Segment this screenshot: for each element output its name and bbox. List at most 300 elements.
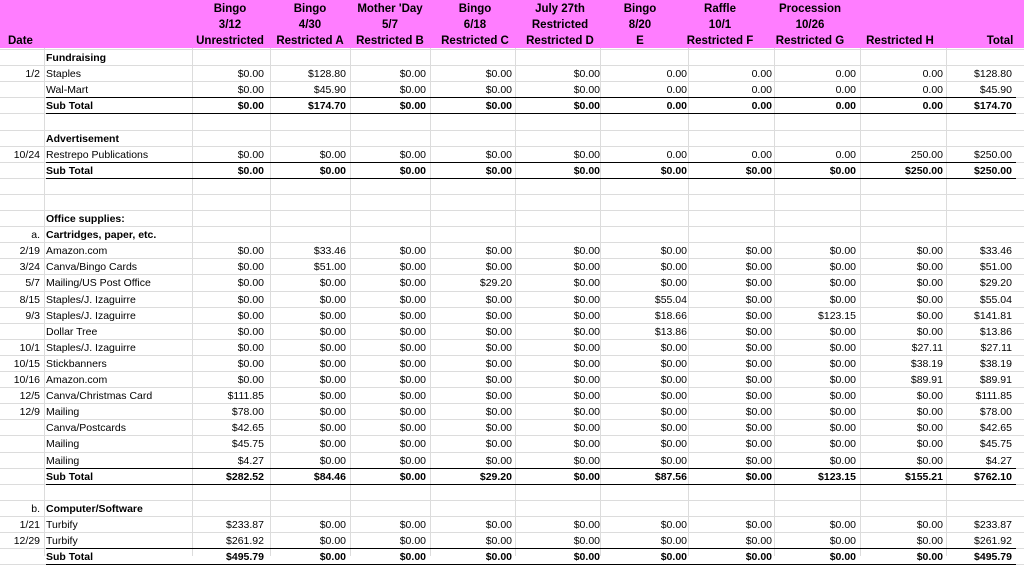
value-cell[interactable]: $0.00 xyxy=(916,261,943,274)
value-cell[interactable]: $27.11 xyxy=(980,341,1012,354)
value-cell[interactable]: $0.00 xyxy=(573,535,600,547)
value-cell[interactable]: $55.04 xyxy=(654,293,687,306)
date-cell[interactable]: 8/15 xyxy=(19,293,40,306)
value-cell[interactable]: $33.46 xyxy=(313,245,346,258)
value-cell[interactable]: $0.00 xyxy=(573,374,600,386)
value-cell[interactable]: $261.92 xyxy=(226,535,264,547)
value-cell[interactable]: $233.87 xyxy=(226,518,264,531)
date-cell[interactable]: 12/9 xyxy=(19,406,40,419)
value-cell[interactable]: $0.00 xyxy=(399,390,426,403)
value-cell[interactable]: 0.00 xyxy=(835,100,856,113)
value-cell[interactable]: $0.00 xyxy=(660,277,687,290)
value-cell[interactable]: $0.00 xyxy=(916,422,943,435)
header-cell[interactable] xyxy=(270,1,350,48)
value-cell[interactable]: 250.00 xyxy=(910,148,943,161)
value-cell[interactable]: $0.00 xyxy=(916,518,943,531)
value-cell[interactable]: $0.00 xyxy=(829,374,856,386)
value-cell[interactable]: $0.00 xyxy=(916,325,943,338)
description-cell[interactable]: Staples/J. Izaguirre xyxy=(46,293,136,306)
value-cell[interactable]: $0.00 xyxy=(573,438,600,451)
value-cell[interactable]: $0.00 xyxy=(319,390,346,403)
value-cell[interactable]: $0.00 xyxy=(485,454,512,467)
description-cell[interactable]: Canva/Postcards xyxy=(46,422,126,435)
table-row xyxy=(0,66,1024,82)
value-cell[interactable]: $0.00 xyxy=(237,100,264,113)
value-cell[interactable]: $0.00 xyxy=(573,551,600,564)
value-cell[interactable]: $0.00 xyxy=(745,535,772,547)
value-cell[interactable]: $0.00 xyxy=(829,245,856,258)
section-row xyxy=(0,227,1024,243)
value-cell[interactable]: $0.00 xyxy=(829,164,856,177)
value-cell[interactable]: $0.00 xyxy=(485,518,512,531)
value-cell[interactable]: $0.00 xyxy=(573,406,600,419)
value-cell[interactable]: $0.00 xyxy=(660,245,687,258)
value-cell[interactable]: $0.00 xyxy=(573,164,600,177)
value-cell[interactable]: $0.00 xyxy=(485,374,512,386)
value-cell[interactable]: $0.00 xyxy=(916,277,943,290)
value-cell[interactable]: $0.00 xyxy=(573,277,600,290)
value-cell[interactable]: $0.00 xyxy=(485,535,512,547)
value-cell[interactable]: $0.00 xyxy=(573,293,600,306)
value-cell[interactable]: $0.00 xyxy=(237,293,264,306)
value-cell[interactable]: $0.00 xyxy=(485,100,512,113)
value-cell[interactable]: 0.00 xyxy=(751,68,772,81)
value-cell[interactable]: $0.00 xyxy=(745,164,772,177)
description-cell[interactable]: Sub Total xyxy=(46,100,94,113)
value-cell[interactable]: $0.00 xyxy=(916,535,943,547)
value-cell[interactable]: $89.91 xyxy=(910,374,943,386)
section-title[interactable]: Advertisement xyxy=(46,132,119,145)
value-cell[interactable]: $0.00 xyxy=(237,325,264,338)
value-cell[interactable]: $0.00 xyxy=(399,293,426,306)
value-cell[interactable]: $0.00 xyxy=(319,454,346,467)
value-cell[interactable]: $45.75 xyxy=(231,438,264,451)
value-cell[interactable]: $0.00 xyxy=(399,325,426,338)
value-cell[interactable]: $0.00 xyxy=(237,164,264,177)
value-cell[interactable]: $0.00 xyxy=(319,309,346,322)
value-cell[interactable]: 0.00 xyxy=(666,68,687,81)
value-cell[interactable]: $0.00 xyxy=(829,341,856,354)
value-cell[interactable]: $0.00 xyxy=(319,535,346,547)
value-cell[interactable]: $0.00 xyxy=(319,293,346,306)
value-cell[interactable]: $0.00 xyxy=(745,470,772,483)
value-cell[interactable]: $51.00 xyxy=(979,261,1012,274)
header-cell[interactable] xyxy=(855,1,945,48)
header-cell[interactable] xyxy=(760,1,860,48)
value-cell[interactable]: $0.00 xyxy=(237,84,264,97)
date-cell[interactable] xyxy=(0,82,40,98)
value-cell[interactable]: $29.20 xyxy=(979,277,1012,290)
description-cell[interactable]: Dollar Tree xyxy=(46,325,98,338)
value-cell[interactable]: $0.00 xyxy=(319,551,346,564)
date-cell[interactable]: 9/3 xyxy=(25,309,40,322)
header-label: 4/30 xyxy=(298,19,322,31)
value-cell[interactable]: $0.00 xyxy=(485,422,512,435)
value-cell[interactable]: $0.00 xyxy=(399,341,426,354)
header-label: 10/26 xyxy=(795,19,825,31)
value-cell[interactable]: $0.00 xyxy=(237,341,264,354)
value-cell[interactable]: $0.00 xyxy=(399,374,426,386)
value-cell[interactable]: $45.75 xyxy=(979,438,1012,451)
description-cell[interactable]: Restrepo Publications xyxy=(46,148,149,161)
value-cell[interactable]: $0.00 xyxy=(399,148,426,161)
value-cell[interactable]: $0.00 xyxy=(485,357,512,370)
value-cell[interactable]: $0.00 xyxy=(319,341,346,354)
date-cell[interactable]: 12/5 xyxy=(19,390,40,403)
value-cell[interactable]: $0.00 xyxy=(319,148,346,161)
value-cell[interactable]: $38.19 xyxy=(910,357,943,370)
date-cell[interactable] xyxy=(0,420,40,436)
value-cell[interactable]: $0.00 xyxy=(485,406,512,419)
description-cell[interactable]: Wal-Mart xyxy=(46,84,89,97)
value-cell[interactable]: $0.00 xyxy=(660,454,687,467)
value-cell[interactable]: $111.85 xyxy=(975,390,1012,403)
value-cell[interactable]: $0.00 xyxy=(237,277,264,290)
description-cell[interactable]: Canva/Christmas Card xyxy=(46,390,153,403)
value-cell[interactable]: $0.00 xyxy=(573,68,600,81)
value-cell[interactable]: $0.00 xyxy=(319,374,346,386)
value-cell[interactable]: $0.00 xyxy=(399,68,426,81)
value-cell[interactable]: $123.15 xyxy=(818,309,856,322)
value-cell[interactable]: $0.00 xyxy=(660,374,687,386)
value-cell[interactable]: $0.00 xyxy=(745,406,772,419)
header-cell[interactable] xyxy=(600,1,680,48)
value-cell[interactable]: $42.65 xyxy=(231,422,264,435)
section-title[interactable]: Fundraising xyxy=(46,52,107,64)
value-cell[interactable]: $0.00 xyxy=(916,245,943,258)
section-title[interactable]: Computer/Software xyxy=(46,502,143,515)
value-cell[interactable]: $0.00 xyxy=(829,406,856,419)
header-label xyxy=(855,1,945,17)
value-cell[interactable]: $250.00 xyxy=(905,164,943,177)
value-cell[interactable]: $0.00 xyxy=(485,551,512,564)
value-cell[interactable]: 0.00 xyxy=(666,100,687,113)
date-cell[interactable]: 12/29 xyxy=(13,535,40,547)
value-cell[interactable]: 0.00 xyxy=(835,148,856,161)
date-cell[interactable]: 10/15 xyxy=(13,357,40,370)
value-cell[interactable]: $0.00 xyxy=(399,438,426,451)
value-cell[interactable]: $87.56 xyxy=(654,470,687,483)
value-cell[interactable]: $0.00 xyxy=(745,518,772,531)
value-cell[interactable]: $0.00 xyxy=(399,261,426,274)
value-cell[interactable]: $0.00 xyxy=(399,422,426,435)
description-cell[interactable]: Mailing xyxy=(46,406,80,419)
subtotal-rule xyxy=(46,548,1016,549)
value-cell[interactable]: 0.00 xyxy=(922,100,943,113)
value-cell[interactable]: $0.00 xyxy=(745,325,772,338)
value-cell[interactable]: $128.80 xyxy=(308,68,346,81)
description-cell[interactable]: Stickbanners xyxy=(46,357,107,370)
value-cell[interactable]: $0.00 xyxy=(573,261,600,274)
value-cell[interactable]: $84.46 xyxy=(313,470,346,483)
value-cell[interactable]: $0.00 xyxy=(829,535,856,547)
value-cell[interactable]: $0.00 xyxy=(399,100,426,113)
value-cell[interactable]: $0.00 xyxy=(829,454,856,467)
date-cell[interactable]: 5/7 xyxy=(25,277,40,290)
table-row xyxy=(0,259,1024,275)
value-cell[interactable]: $0.00 xyxy=(399,84,426,97)
value-cell[interactable]: $0.00 xyxy=(745,245,772,258)
description-cell[interactable]: Sub Total xyxy=(46,470,94,483)
subtotal-row xyxy=(0,549,1024,565)
date-cell[interactable]: a. xyxy=(31,229,40,242)
value-cell[interactable]: $0.00 xyxy=(829,261,856,274)
header-label: Restricted C xyxy=(441,35,509,47)
value-cell[interactable]: $123.15 xyxy=(818,470,856,483)
value-cell[interactable]: $4.27 xyxy=(985,454,1012,467)
value-cell[interactable]: $0.00 xyxy=(829,551,856,564)
value-cell[interactable]: $0.00 xyxy=(399,518,426,531)
date-cell[interactable]: 1/2 xyxy=(25,68,40,81)
value-cell[interactable]: $141.81 xyxy=(974,309,1012,322)
value-cell[interactable]: $0.00 xyxy=(660,390,687,403)
value-cell[interactable]: 0.00 xyxy=(922,68,943,81)
value-cell[interactable]: $0.00 xyxy=(745,390,772,403)
value-cell[interactable]: $0.00 xyxy=(916,438,943,451)
section-title[interactable]: Office supplies: xyxy=(46,213,125,225)
value-cell[interactable]: $0.00 xyxy=(573,518,600,531)
value-cell[interactable]: 0.00 xyxy=(666,148,687,161)
description-cell[interactable]: Mailing xyxy=(46,438,80,451)
value-cell[interactable]: $0.00 xyxy=(745,357,772,370)
date-cell[interactable]: b. xyxy=(31,502,40,515)
value-cell[interactable]: $45.90 xyxy=(313,84,346,97)
value-cell[interactable]: $0.00 xyxy=(399,164,426,177)
value-cell[interactable]: $0.00 xyxy=(485,293,512,306)
value-cell[interactable]: $0.00 xyxy=(573,245,600,258)
value-cell[interactable]: $128.80 xyxy=(974,68,1012,81)
value-cell[interactable]: $0.00 xyxy=(916,309,943,322)
value-cell[interactable]: $0.00 xyxy=(485,261,512,274)
value-cell[interactable]: $0.00 xyxy=(319,164,346,177)
value-cell[interactable]: $0.00 xyxy=(573,84,600,97)
value-cell[interactable]: 0.00 xyxy=(751,84,772,97)
description-cell[interactable]: Canva/Bingo Cards xyxy=(46,261,138,274)
value-cell[interactable]: $0.00 xyxy=(485,325,512,338)
value-cell[interactable]: $0.00 xyxy=(660,535,687,547)
value-cell[interactable]: $0.00 xyxy=(573,470,600,483)
value-cell[interactable]: $0.00 xyxy=(399,470,426,483)
value-cell[interactable]: $0.00 xyxy=(237,148,264,161)
value-cell[interactable]: 0.00 xyxy=(922,84,943,97)
value-cell[interactable]: 0.00 xyxy=(835,68,856,81)
description-cell[interactable]: Turbify xyxy=(46,535,78,547)
date-cell[interactable]: 2/19 xyxy=(19,245,40,258)
value-cell[interactable]: $0.00 xyxy=(745,374,772,386)
value-cell[interactable]: $0.00 xyxy=(660,341,687,354)
value-cell[interactable]: $0.00 xyxy=(745,551,772,564)
value-cell[interactable]: $0.00 xyxy=(829,422,856,435)
value-cell[interactable]: $0.00 xyxy=(916,406,943,419)
value-cell[interactable]: $0.00 xyxy=(745,438,772,451)
value-cell[interactable]: $0.00 xyxy=(745,293,772,306)
value-cell[interactable]: $0.00 xyxy=(319,277,346,290)
value-cell[interactable]: $0.00 xyxy=(745,309,772,322)
value-cell[interactable]: $27.11 xyxy=(911,341,943,354)
value-cell[interactable]: $0.00 xyxy=(399,357,426,370)
description-cell[interactable]: Sub Total xyxy=(46,551,94,564)
value-cell[interactable]: $0.00 xyxy=(573,357,600,370)
value-cell[interactable]: $0.00 xyxy=(485,390,512,403)
value-cell[interactable]: $0.00 xyxy=(660,551,687,564)
value-cell[interactable]: $0.00 xyxy=(573,422,600,435)
description-cell[interactable]: Staples/J. Izaguirre xyxy=(46,309,136,322)
value-cell[interactable]: $250.00 xyxy=(974,164,1012,177)
value-cell[interactable]: $4.27 xyxy=(237,454,264,467)
value-cell[interactable]: $0.00 xyxy=(319,357,346,370)
date-cell[interactable]: 10/16 xyxy=(13,374,40,386)
value-cell[interactable]: $0.00 xyxy=(660,406,687,419)
header-cell[interactable] xyxy=(975,1,1024,48)
date-cell[interactable] xyxy=(0,453,40,469)
value-cell[interactable]: $0.00 xyxy=(829,357,856,370)
value-cell[interactable]: $0.00 xyxy=(745,261,772,274)
value-cell[interactable]: $0.00 xyxy=(319,422,346,435)
value-cell[interactable]: $0.00 xyxy=(660,518,687,531)
value-cell[interactable]: $13.86 xyxy=(979,325,1012,338)
value-cell[interactable]: $0.00 xyxy=(319,438,346,451)
value-cell[interactable]: $0.00 xyxy=(829,390,856,403)
value-cell[interactable]: $0.00 xyxy=(829,325,856,338)
value-cell[interactable]: $0.00 xyxy=(573,148,600,161)
value-cell[interactable]: $0.00 xyxy=(660,438,687,451)
description-cell[interactable]: Sub Total xyxy=(46,164,94,177)
value-cell[interactable]: $0.00 xyxy=(237,357,264,370)
value-cell[interactable]: $0.00 xyxy=(745,454,772,467)
value-cell[interactable]: $0.00 xyxy=(573,341,600,354)
value-cell[interactable]: $0.00 xyxy=(319,325,346,338)
value-cell[interactable]: $495.79 xyxy=(974,551,1012,564)
value-cell[interactable]: $0.00 xyxy=(485,164,512,177)
value-cell[interactable]: $0.00 xyxy=(660,422,687,435)
value-cell[interactable]: $261.92 xyxy=(974,535,1012,547)
value-cell[interactable]: $0.00 xyxy=(399,406,426,419)
value-cell[interactable]: $0.00 xyxy=(916,293,943,306)
header-cell[interactable] xyxy=(430,1,520,48)
value-cell[interactable]: 0.00 xyxy=(751,100,772,113)
value-cell[interactable]: $0.00 xyxy=(573,325,600,338)
value-cell[interactable]: $0.00 xyxy=(399,535,426,547)
value-cell[interactable]: $0.00 xyxy=(237,261,264,274)
value-cell[interactable]: $762.10 xyxy=(974,470,1012,483)
description-cell[interactable]: Staples xyxy=(46,68,82,81)
date-cell[interactable] xyxy=(0,324,40,340)
date-cell[interactable] xyxy=(0,436,40,452)
value-cell[interactable]: $0.00 xyxy=(573,454,600,467)
header-cell[interactable] xyxy=(515,1,605,48)
date-cell[interactable]: 10/24 xyxy=(13,148,40,161)
value-cell[interactable]: $0.00 xyxy=(485,309,512,322)
value-cell[interactable]: $0.00 xyxy=(485,438,512,451)
value-cell[interactable]: $0.00 xyxy=(660,261,687,274)
value-cell[interactable]: $0.00 xyxy=(485,68,512,81)
value-cell[interactable]: $78.00 xyxy=(231,406,264,419)
value-cell[interactable]: $38.19 xyxy=(979,357,1012,370)
description-cell[interactable]: Amazon.com xyxy=(46,245,108,258)
value-cell[interactable]: $0.00 xyxy=(573,100,600,113)
value-cell[interactable]: $55.04 xyxy=(979,293,1012,306)
value-cell[interactable]: $0.00 xyxy=(660,357,687,370)
value-cell[interactable]: $0.00 xyxy=(745,422,772,435)
description-cell[interactable]: Mailing/US Post Office xyxy=(46,277,151,290)
value-cell[interactable]: $18.66 xyxy=(654,309,687,322)
header-cell[interactable] xyxy=(350,1,430,48)
value-cell[interactable]: $0.00 xyxy=(573,309,600,322)
value-cell[interactable]: $495.79 xyxy=(226,551,264,564)
value-cell[interactable]: $0.00 xyxy=(660,164,687,177)
description-cell[interactable]: Mailing xyxy=(46,454,80,467)
value-cell[interactable]: $0.00 xyxy=(399,551,426,564)
value-cell[interactable]: $0.00 xyxy=(237,68,264,81)
value-cell[interactable]: $233.87 xyxy=(974,518,1012,531)
value-cell[interactable]: $29.20 xyxy=(479,277,512,290)
value-cell[interactable]: $89.91 xyxy=(979,374,1012,386)
value-cell[interactable]: $111.85 xyxy=(227,390,264,403)
value-cell[interactable]: $0.00 xyxy=(399,245,426,258)
header-cell[interactable] xyxy=(190,1,270,48)
value-cell[interactable]: 0.00 xyxy=(751,148,772,161)
value-cell[interactable]: $0.00 xyxy=(319,518,346,531)
value-cell[interactable]: $0.00 xyxy=(319,406,346,419)
description-cell[interactable]: Turbify xyxy=(46,518,78,531)
value-cell[interactable]: $0.00 xyxy=(916,390,943,403)
value-cell[interactable]: $0.00 xyxy=(399,309,426,322)
value-cell[interactable]: $0.00 xyxy=(573,390,600,403)
value-cell[interactable]: $174.70 xyxy=(308,100,346,113)
value-cell[interactable]: 0.00 xyxy=(666,84,687,97)
value-cell[interactable]: $0.00 xyxy=(237,309,264,322)
value-cell[interactable]: $42.65 xyxy=(979,422,1012,435)
value-cell[interactable]: $0.00 xyxy=(829,293,856,306)
value-cell[interactable]: $51.00 xyxy=(313,261,346,274)
date-cell[interactable]: 10/1 xyxy=(19,341,40,354)
value-cell[interactable]: $0.00 xyxy=(485,148,512,161)
value-cell[interactable]: $0.00 xyxy=(485,341,512,354)
header-cell[interactable] xyxy=(675,1,765,48)
value-cell[interactable]: $155.21 xyxy=(905,470,943,483)
value-cell[interactable]: $0.00 xyxy=(485,245,512,258)
value-cell[interactable]: $0.00 xyxy=(745,277,772,290)
value-cell[interactable]: $33.46 xyxy=(979,245,1012,258)
value-cell[interactable]: $0.00 xyxy=(829,518,856,531)
value-cell[interactable]: $0.00 xyxy=(399,454,426,467)
section-title[interactable]: Cartridges, paper, etc. xyxy=(46,229,157,242)
description-cell[interactable]: Staples/J. Izaguirre xyxy=(46,341,136,354)
value-cell[interactable]: $0.00 xyxy=(485,84,512,97)
value-cell[interactable]: $78.00 xyxy=(979,406,1012,419)
value-cell[interactable]: $0.00 xyxy=(916,551,943,564)
header-label: Restricted D xyxy=(526,35,594,47)
value-cell[interactable]: $45.90 xyxy=(979,84,1012,97)
value-cell[interactable]: $250.00 xyxy=(974,148,1012,161)
date-cell[interactable]: 3/24 xyxy=(19,261,40,274)
value-cell[interactable]: 0.00 xyxy=(835,84,856,97)
value-cell[interactable]: $0.00 xyxy=(745,341,772,354)
value-cell[interactable]: $282.52 xyxy=(226,470,264,483)
value-cell[interactable]: $0.00 xyxy=(829,277,856,290)
value-cell[interactable]: $0.00 xyxy=(829,438,856,451)
date-cell[interactable]: 1/21 xyxy=(19,518,40,531)
value-cell[interactable]: $0.00 xyxy=(237,374,264,386)
value-cell[interactable]: $0.00 xyxy=(237,245,264,258)
description-cell[interactable]: Amazon.com xyxy=(46,374,108,386)
value-cell[interactable]: $0.00 xyxy=(399,277,426,290)
value-cell[interactable]: $29.20 xyxy=(479,470,512,483)
value-cell[interactable]: $13.86 xyxy=(654,325,687,338)
header-date-cell[interactable] xyxy=(8,1,44,48)
value-cell[interactable]: $174.70 xyxy=(974,100,1012,113)
value-cell[interactable]: $0.00 xyxy=(916,454,943,467)
